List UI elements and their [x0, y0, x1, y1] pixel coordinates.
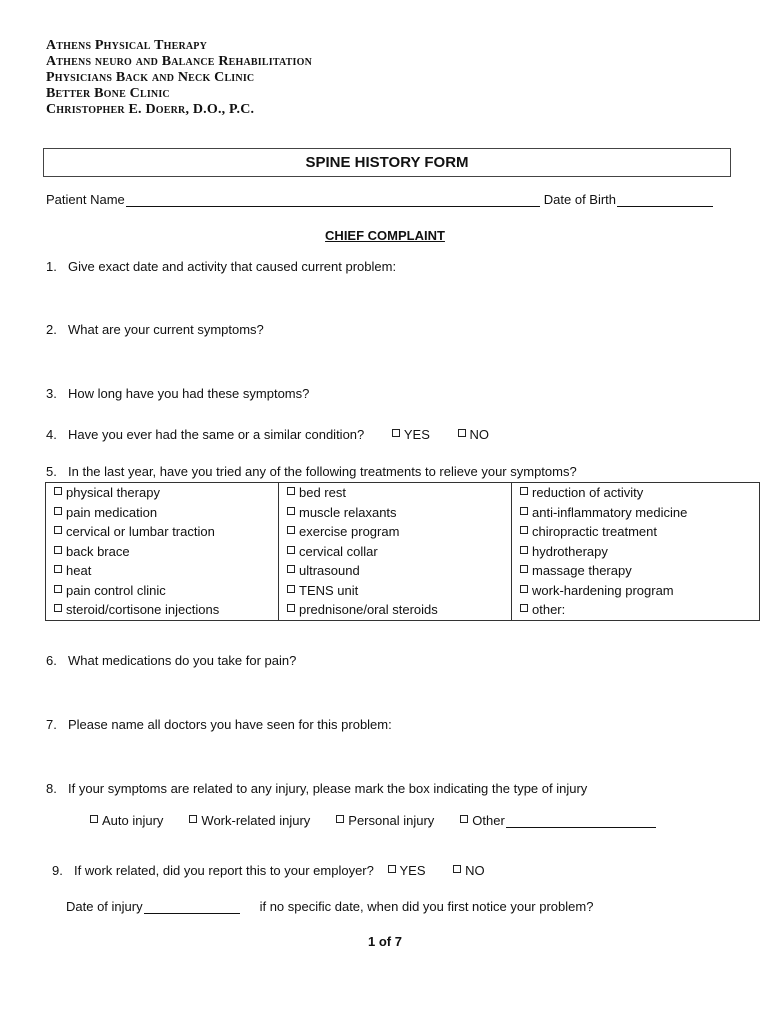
question-text: If work related, did you report this to your employer? — [74, 863, 374, 878]
form-title-box — [43, 148, 731, 177]
checkbox-icon[interactable] — [520, 604, 528, 612]
injury-option-other[interactable]: Other — [460, 813, 505, 828]
question-text: If your symptoms are related to any injury, please mark the box indicating the type of injury — [68, 781, 588, 796]
treatment-label: anti-inflammatory medicine — [532, 504, 688, 520]
treatment-label: cervical or lumbar traction — [66, 524, 215, 540]
question-8: 8. If your symptoms are related to any injury, please mark the box indicating the type of injury — [46, 781, 588, 796]
treatment-option[interactable] — [512, 483, 760, 503]
checkbox-icon[interactable] — [287, 604, 295, 612]
yes-option[interactable]: YES — [392, 427, 430, 442]
injury-option-personal[interactable]: Personal injury — [336, 813, 434, 828]
clinic-name: Better Bone Clinic — [46, 86, 170, 101]
dob-label: Date of Birth — [543, 192, 617, 207]
treatment-option[interactable] — [279, 581, 512, 601]
checkbox-icon[interactable] — [520, 526, 528, 534]
treatment-option[interactable] — [279, 503, 512, 523]
table-row — [46, 503, 760, 523]
table-row — [46, 581, 760, 601]
checkbox-icon[interactable] — [287, 507, 295, 515]
injury-option-auto[interactable]: Auto injury — [90, 813, 163, 828]
treatment-label: pain control clinic — [66, 582, 166, 598]
treatment-label: pain medication — [66, 504, 158, 520]
checkbox-icon[interactable] — [520, 487, 528, 495]
treatment-label: massage therapy — [532, 563, 632, 579]
treatment-label: heat — [66, 563, 92, 579]
checkbox-icon[interactable] — [460, 815, 468, 823]
table-row — [46, 483, 760, 503]
checkbox-icon[interactable] — [453, 865, 461, 873]
treatment-label: TENS unit — [299, 582, 359, 598]
checkbox-icon[interactable] — [189, 815, 197, 823]
treatment-option[interactable] — [279, 483, 512, 503]
table-row — [46, 542, 760, 562]
injury-other-field[interactable] — [506, 814, 656, 828]
injury-type-options — [90, 813, 656, 828]
table-row — [46, 522, 760, 542]
form-title: SPINE HISTORY FORM — [305, 154, 469, 171]
date-of-injury-field[interactable] — [144, 900, 240, 914]
treatment-label: other: — [532, 602, 566, 618]
checkbox-icon[interactable] — [520, 546, 528, 554]
treatment-label: physical therapy — [66, 485, 160, 501]
treatment-option[interactable] — [512, 600, 760, 620]
checkbox-icon[interactable] — [54, 507, 62, 515]
clinic-name: Physicians Back and Neck Clinic — [46, 70, 255, 85]
section-heading: CHIEF COMPLAINT — [325, 228, 445, 243]
question-text: Please name all doctors you have seen for this problem: — [68, 717, 392, 732]
date-of-injury-label: Date of injury — [66, 899, 143, 914]
treatment-label: muscle relaxants — [299, 504, 397, 520]
checkbox-icon[interactable] — [458, 429, 466, 437]
treatment-option[interactable] — [46, 600, 279, 620]
treatment-label: bed rest — [299, 485, 346, 501]
question-text: In the last year, have you tried any of the following treatments to relieve your symptoms? — [68, 464, 577, 479]
checkbox-icon[interactable] — [287, 565, 295, 573]
question-7: 7. Please name all doctors you have seen for this problem: — [46, 717, 392, 732]
treatment-label: exercise program — [299, 524, 400, 540]
checkbox-icon[interactable] — [392, 429, 400, 437]
treatment-option[interactable] — [512, 503, 760, 523]
page-indicator: 1 of 7 — [368, 934, 402, 949]
patient-name-label: Patient Name — [46, 192, 125, 207]
treatment-option[interactable] — [46, 561, 279, 581]
checkbox-icon[interactable] — [520, 507, 528, 515]
clinic-name: Christopher E. Doerr, D.O., P.C. — [46, 102, 255, 117]
no-specific-date-text: if no specific date, when did you first notice your problem? — [259, 899, 594, 914]
question-4: 4. Have you ever had the same or a similar condition? YES NO — [46, 427, 490, 442]
clinic-name: Athens neuro and Balance Rehabilitation — [46, 54, 313, 69]
letterhead — [46, 38, 312, 118]
treatment-label: hydrotherapy — [532, 543, 608, 559]
question-text: How long have you had these symptoms? — [68, 386, 310, 401]
treatment-label: prednisone/oral steroids — [299, 602, 438, 618]
no-option[interactable]: NO — [453, 863, 485, 878]
question-text: Have you ever had the same or a similar condition? — [68, 427, 365, 442]
checkbox-icon[interactable] — [287, 526, 295, 534]
checkbox-icon[interactable] — [388, 865, 396, 873]
treatment-option[interactable] — [279, 561, 512, 581]
checkbox-icon[interactable] — [287, 585, 295, 593]
treatment-label: steroid/cortisone injections — [66, 602, 220, 618]
question-text: What medications do you take for pain? — [68, 653, 297, 668]
checkbox-icon[interactable] — [54, 526, 62, 534]
treatment-option[interactable] — [279, 600, 512, 620]
checkbox-icon[interactable] — [520, 565, 528, 573]
treatment-label: cervical collar — [299, 543, 378, 559]
clinic-name: Athens Physical Therapy — [46, 38, 208, 53]
treatment-option[interactable] — [46, 483, 279, 503]
checkbox-icon[interactable] — [336, 815, 344, 823]
checkbox-icon[interactable] — [54, 546, 62, 554]
treatment-label: chiropractic treatment — [532, 524, 657, 540]
treatment-option[interactable] — [46, 522, 279, 542]
checkbox-icon[interactable] — [54, 487, 62, 495]
treatment-option[interactable] — [512, 561, 760, 581]
checkbox-icon[interactable] — [54, 604, 62, 612]
checkbox-icon[interactable] — [520, 585, 528, 593]
question-5: 5. In the last year, have you tried any of the following treatments to relieve your symptoms? — [46, 464, 577, 479]
checkbox-icon[interactable] — [287, 546, 295, 554]
question-text: Give exact date and activity that caused current problem: — [68, 259, 397, 274]
question-3: 3. How long have you had these symptoms? — [46, 386, 310, 401]
date-of-injury-row — [66, 899, 593, 914]
treatments-table — [45, 482, 760, 621]
table-row — [46, 561, 760, 581]
treatment-option[interactable] — [46, 581, 279, 601]
treatment-option[interactable] — [46, 542, 279, 562]
treatment-label: work-hardening program — [532, 582, 674, 598]
checkbox-icon[interactable] — [54, 565, 62, 573]
treatment-option[interactable] — [46, 503, 279, 523]
treatment-label: ultrasound — [299, 563, 360, 579]
checkbox-icon[interactable] — [54, 585, 62, 593]
question-9: 9. If work related, did you report this to your employer? YES NO — [52, 863, 485, 878]
table-row — [46, 600, 760, 620]
no-option[interactable]: NO — [458, 427, 490, 442]
treatment-option[interactable] — [512, 542, 760, 562]
treatment-option[interactable] — [512, 581, 760, 601]
treatment-label: reduction of activity — [532, 485, 644, 501]
checkbox-icon[interactable] — [90, 815, 98, 823]
treatment-option[interactable] — [512, 522, 760, 542]
treatment-option[interactable] — [279, 522, 512, 542]
question-6: 6. What medications do you take for pain? — [46, 653, 297, 668]
patient-info-row — [46, 192, 726, 207]
treatment-label: back brace — [66, 543, 130, 559]
dob-field[interactable] — [617, 193, 713, 207]
question-2: 2. What are your current symptoms? — [46, 322, 264, 337]
yes-option[interactable]: YES — [388, 863, 426, 878]
injury-option-work[interactable]: Work-related injury — [189, 813, 310, 828]
question-text: What are your current symptoms? — [68, 322, 264, 337]
treatment-option[interactable] — [279, 542, 512, 562]
checkbox-icon[interactable] — [287, 487, 295, 495]
question-1: 1. Give exact date and activity that caused current problem: — [46, 259, 397, 274]
patient-name-field[interactable] — [126, 193, 540, 207]
